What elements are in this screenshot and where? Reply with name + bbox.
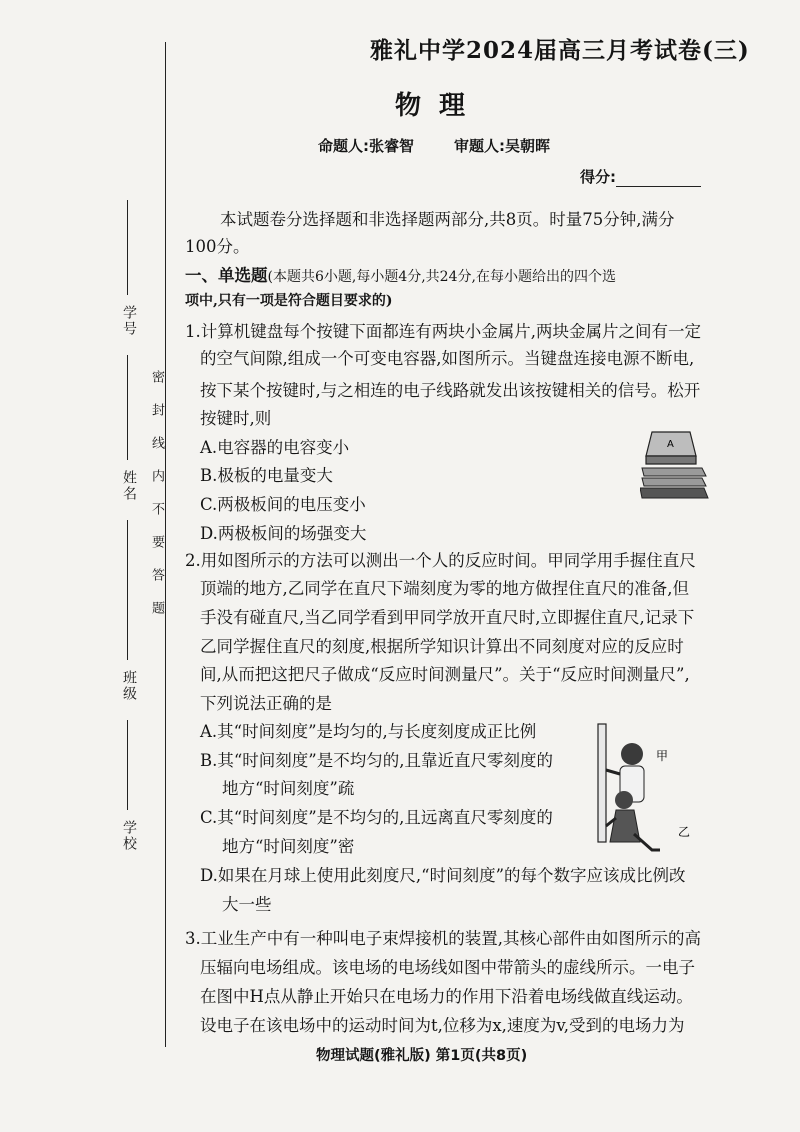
student-id-label: 学号 [121, 305, 137, 337]
q3-line-3: 在图中H点从静止开始只在电场力的作用下沿着电场线做直线运动。 [200, 987, 693, 1006]
authors [318, 135, 590, 156]
student-id-blank [127, 200, 128, 295]
intro-line-1: 本试题卷分选择题和非选择题两部分,共8页。时量75分钟,满分 [220, 210, 675, 229]
q3-line-2: 压辐向电场组成。该电场的电场线如图中带箭头的虚线所示。一电子 [200, 958, 695, 977]
q2-option-d-cont: 大一些 [222, 895, 272, 914]
person-jia-arm [606, 770, 620, 774]
section-title: 一、单选题 [185, 266, 268, 285]
name-blank-top [127, 355, 128, 460]
score-field [580, 166, 701, 187]
q1-option-c: C.两极板间的电压变小 [200, 495, 366, 514]
setter: 命题人:张睿智 [318, 137, 414, 155]
label-yi: 乙 [678, 825, 691, 839]
metal-plate-bottom [642, 478, 706, 486]
school-label: 学校 [121, 820, 137, 852]
ruler [598, 724, 606, 842]
exam-title: 雅礼中学2024届高三月考试卷(三) [370, 37, 750, 64]
q2-option-a: A.其“时间刻度”是均匀的,与长度刻度成正比例 [200, 722, 537, 741]
q1-option-a: A.电容器的电容变小 [200, 438, 350, 457]
q2-line-3: 手没有碰直尺,当乙同学看到甲同学放开直尺时,立即握住直尺,记录下 [200, 608, 695, 627]
q1-line-1: 1.计算机键盘每个按键下面都连有两块小金属片,两块金属片之间有一定 [185, 322, 701, 341]
q3-line-4: 设电子在该电场中的运动时间为t,位移为x,速度为v,受到的电场力为 [200, 1016, 685, 1035]
q2-option-c: C.其“时间刻度”是不均匀的,且远离直尺零刻度的 [200, 808, 553, 827]
q2-option-c-cont: 地方“时间刻度”密 [222, 837, 355, 856]
class-label: 班级 [121, 670, 137, 702]
q1-option-b: B.极板的电量变大 [200, 466, 333, 485]
label-jia: 甲 [656, 749, 669, 763]
q1-line-2: 的空气间隙,组成一个可变电容器,如图所示。当键盘连接电源不断电, [200, 349, 695, 368]
reviewer: 审题人:吴朝晖 [454, 137, 550, 155]
q2-line-5: 间,从而把这把尺子做成“反应时间测量尺”。关于“反应时间测量尺”, [200, 665, 690, 684]
section-heading [185, 262, 710, 291]
score-label: 得分: [580, 168, 616, 186]
class-blank [127, 720, 128, 810]
metal-plate-top [642, 468, 706, 476]
seal-notice: 密封线内不要答题 [149, 370, 164, 634]
q2-option-d: D.如果在月球上使用此刻度尺,“时间刻度”的每个数字应该成比例改 [200, 866, 686, 885]
q1-line-4: 按键时,则 [200, 409, 272, 428]
ruler-reaction-figure [590, 722, 700, 857]
q2-line-4: 乙同学握住直尺的刻度,根据所学知识计算出不同刻度对应的反应时 [200, 637, 684, 656]
person-yi-head [615, 791, 633, 809]
name-blank [127, 520, 128, 660]
key-side [646, 456, 696, 464]
score-blank [616, 172, 701, 187]
person-jia-head [621, 743, 643, 765]
intro-line-2: 100分。 [185, 237, 250, 256]
key-base [640, 488, 708, 498]
q2-line-2: 顶端的地方,乙同学在直尺下端刻度为零的地方做捏住直尺的准备,但 [200, 579, 689, 598]
keyboard-key-figure [640, 428, 710, 500]
q1-option-d: D.两极板间的场强变大 [200, 524, 367, 543]
name-label: 姓名 [121, 470, 137, 502]
section-note-1: (本题共6小题,每小题4分,共24分,在每小题给出的四个选 [267, 269, 616, 285]
q1-line-3: 按下某个按键时,与之相连的电子线路就发出该按键相关的信号。松开 [200, 381, 701, 400]
key-letter: A [667, 439, 674, 450]
q3-line-1: 3.工业生产中有一种叫电子束焊接机的装置,其核心部件由如图所示的高 [185, 929, 701, 948]
q2-line-6: 下列说法正确的是 [200, 694, 332, 713]
page-footer: 物理试题(雅礼版) 第1页(共8页) [316, 1048, 528, 1064]
q2-line-1: 2.用如图所示的方法可以测出一个人的反应时间。甲同学用手握住直尺 [185, 551, 696, 570]
section-note-2: 项中,只有一项是符合题目要求的) [185, 293, 393, 309]
subject-title: 物理 [395, 91, 484, 121]
q2-option-b: B.其“时间刻度”是不均匀的,且靠近直尺零刻度的 [200, 751, 553, 770]
q2-option-b-cont: 地方“时间刻度”疏 [222, 779, 355, 798]
